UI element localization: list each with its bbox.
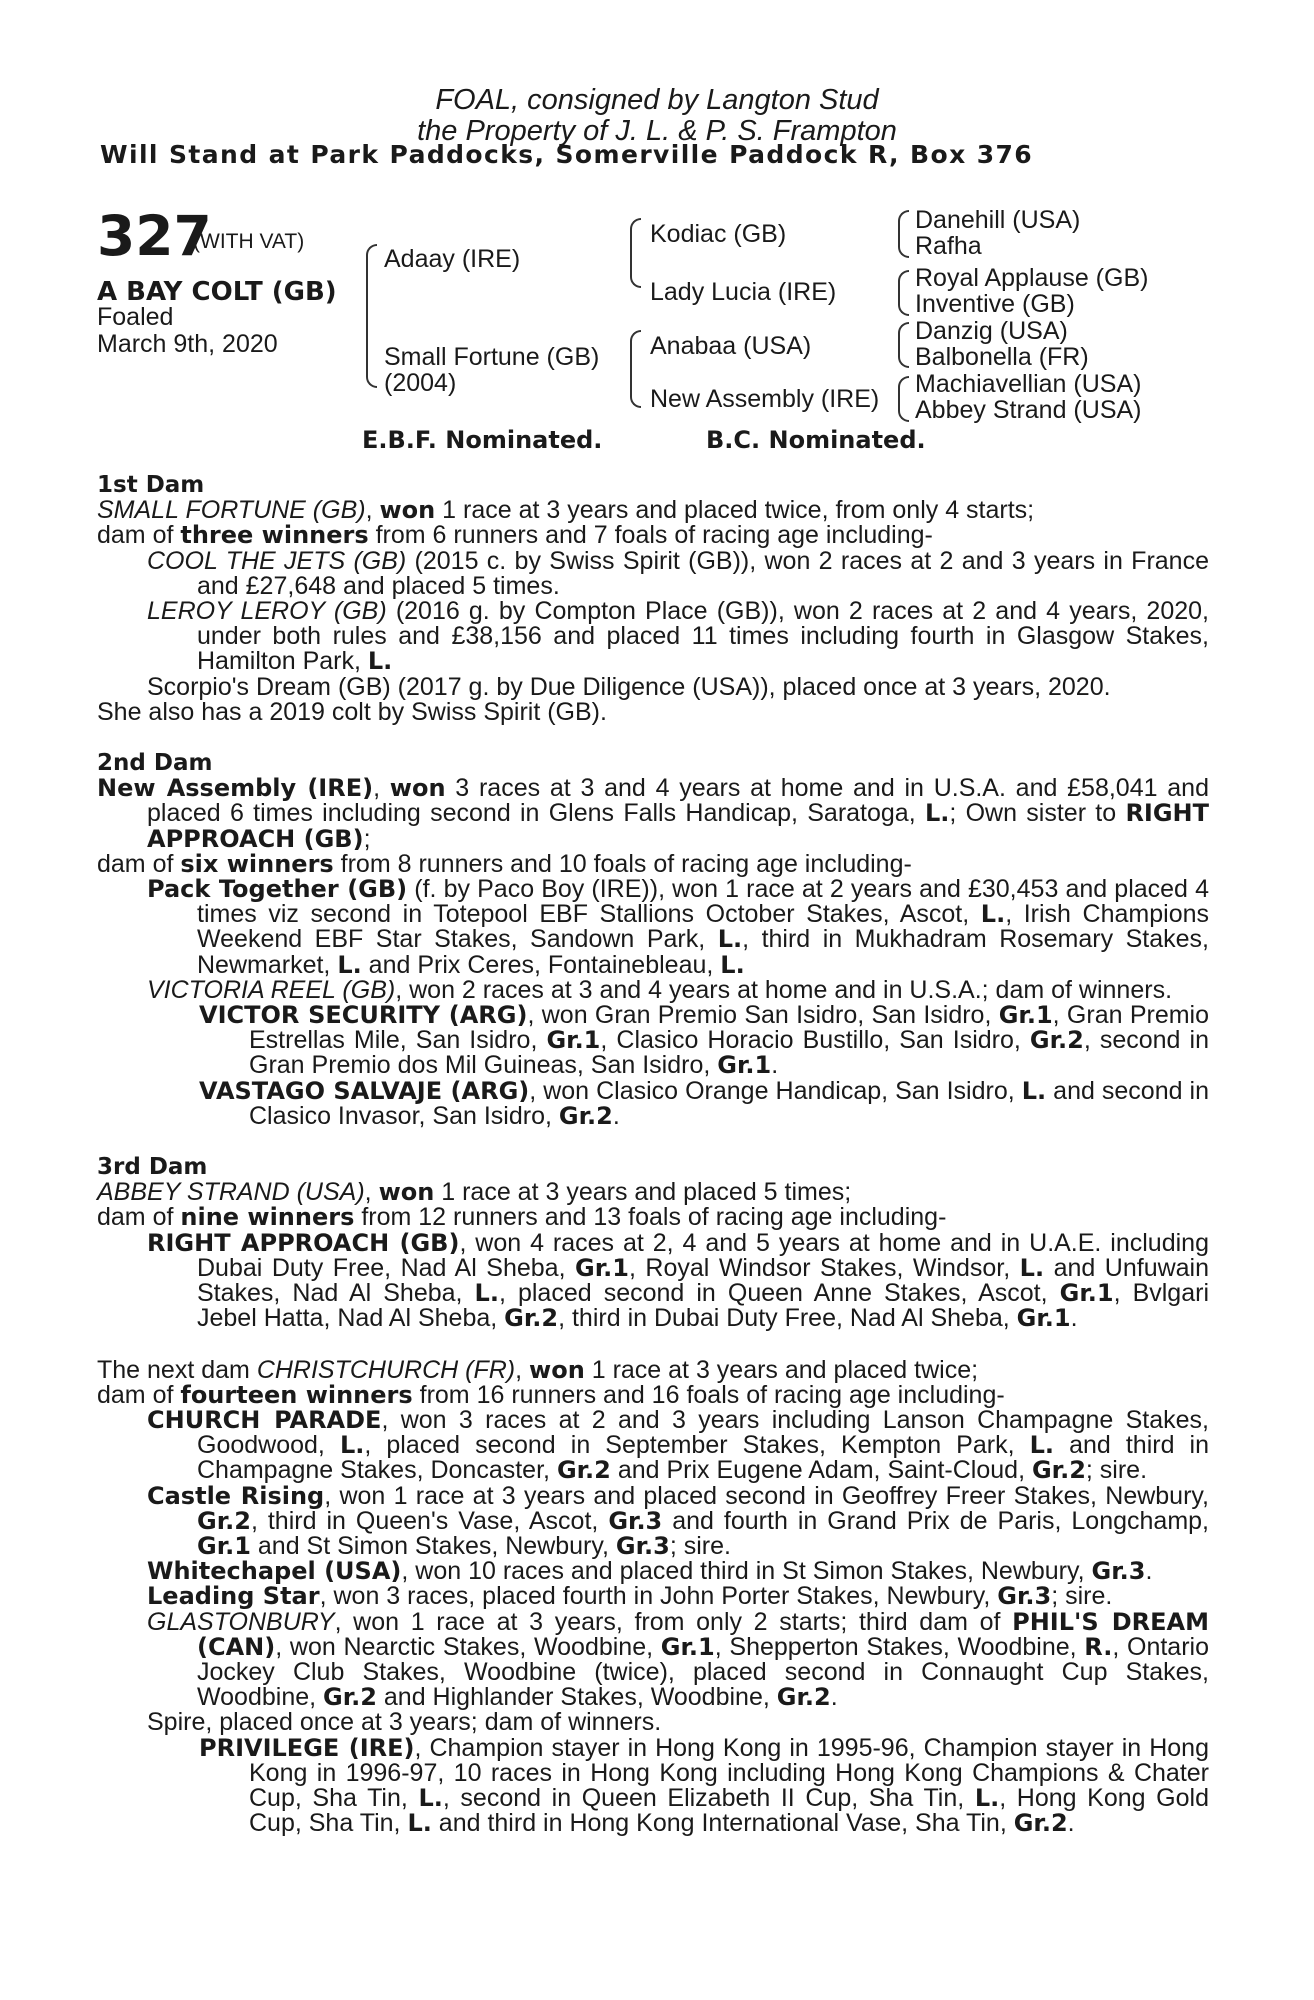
produce-entry: Leading Star, won 3 races, placed fourth in John Porter Stakes, Newbury, Gr.3; sire. — [147, 1582, 1113, 1611]
consignor-line: FOAL, consigned by Langton Stud — [435, 84, 879, 116]
grandchild-entry: VICTOR SECURITY (ARG), won Gran Premio San Isidro, San Isidro, Gr.1, Gran Premio Estrellas Mile, San Isidro, Gr.1, Clasico Horacio Bustillo, San Isidro, Gr.2, second in Gran Premio dos Mil Guineas, San Isidro, Gr.1. — [199, 1001, 1210, 1080]
first-dam-produce-summary: dam of three winners from 6 runners and 7 foals of racing age including- — [97, 521, 933, 550]
dam: Small Fortune (GB) — [384, 343, 600, 371]
dam-dam: New Assembly (IRE) — [650, 385, 880, 413]
produce-entry: CHURCH PARADE, won 3 races at 2 and 3 years including Lanson Champagne Stakes, Goodwood, L., placed second in September Stakes, Kempton Park, L. and third in Champagne Stakes, Doncaster, Gr.2 and Prix Eugene Adam, Saint-Cloud, Gr.2; sire. — [147, 1405, 1209, 1485]
dam-parents-brace — [630, 330, 641, 408]
sire-dam: Lady Lucia (IRE) — [650, 278, 837, 306]
produce-entry: COOL THE JETS (GB) (2015 c. by Swiss Spirit (GB)), won 2 races at 2 and 3 years in France and £27,648 and placed 5 times. — [147, 546, 1209, 600]
produce-entry: GLASTONBURY, won 1 race at 3 years, from only 2 starts; third dam of PHIL'S DREAM (CAN), won Nearctic Stakes, Woodbine, Gr.1, Shepperton Stakes, Woodbine, R., Ontario Jockey Club Stakes, Woodbine (twice), placed second in Connaught Cup Stakes, Woodbine, Gr.2 and Highlander Stakes, Woodbine, Gr.2. — [147, 1607, 1209, 1712]
ebf-nominated: E.B.F. Nominated. — [362, 426, 603, 454]
grandchild-entry: VASTAGO SALVAJE (ARG), won Clasico Orange Handicap, San Isidro, L. and second in Clasico Invasor, San Isidro, Gr.2. — [199, 1076, 1209, 1130]
second-dam-record: New Assembly (IRE), won 3 races at 3 and 4 years at home and in U.S.A. and £58,041 and placed 6 times including second in Glens Falls Handicap, Saratoga, L.; Own sister to RIGHT APPROACH (GB); — [97, 774, 1210, 853]
foaled-date: March 9th, 2020 — [97, 330, 278, 358]
first-dam-record: SMALL FORTUNE (GB), won 1 race at 3 years and placed twice, from only 4 starts; — [97, 496, 1035, 525]
gen3-brace-2 — [898, 270, 909, 316]
lot-number: 327 — [97, 204, 212, 268]
dam-dam-dam: Abbey Strand (USA) — [915, 396, 1142, 424]
produce-entry: Scorpio's Dream (GB) (2017 g. by Due Diligence (USA)), placed once at 3 years, 2020. — [147, 672, 1111, 701]
sire: Adaay (IRE) — [384, 245, 521, 273]
sire-dam-brace — [366, 244, 377, 388]
produce-entry: Pack Together (GB) (f. by Paco Boy (IRE)), won 1 race at 2 years and £30,453 and placed 4 times viz second in Totepool EBF Stallions October Stakes, Ascot, L., Irish Champions Weekend EBF Star Stakes, Sandown Park, L., third in Mukhadram Rosemary Stakes, Newmarket, L. and Prix Ceres, Fontainebleau, L. — [147, 875, 1209, 979]
next-dam-record: The next dam CHRISTCHURCH (FR), won 1 race at 3 years and placed twice; — [97, 1355, 979, 1384]
owner-line: the Property of J. L. & P. S. Frampton — [417, 115, 897, 147]
produce-entry: VICTORIA REEL (GB), won 2 races at 3 and 4 years at home and in U.S.A.; dam of winners. — [147, 975, 1173, 1004]
grandchild-entry: PRIVILEGE (IRE), Champion stayer in Hong Kong in 1995-96, Champion stayer in Hong Kong in 1996-97, 10 races in Hong Kong including Hong Kong Champions & Chater Cup, Sha Tin, L., second in Queen Elizabeth II Cup, Sha Tin, L., Hong Kong Gold Cup, Sha Tin, L. and third in Hong Kong International Vase, Sha Tin, Gr.2. — [199, 1733, 1209, 1838]
sire-dam-sire: Royal Applause (GB) — [915, 264, 1149, 292]
produce-entry: Castle Rising, won 1 race at 3 years and placed second in Geoffrey Freer Stakes, Newbury, Gr.2, third in Queen's Vase, Ascot, Gr.3 and fourth in Grand Prix de Paris, Longchamp, Gr.1 and St Simon Stakes, Newbury, Gr.3; sire. — [147, 1481, 1210, 1560]
gen3-brace-1 — [898, 210, 909, 258]
stand-location: Will Stand at Park Paddocks, Somerville Paddock R, Box 376 — [100, 140, 1034, 169]
sire-dam-dam: Inventive (GB) — [915, 290, 1075, 318]
first-dam-heading: 1st Dam — [97, 472, 205, 498]
lot-title: A BAY COLT (GB) — [97, 277, 337, 307]
next-dam-produce-summary: dam of fourteen winners from 16 runners and 16 foals of racing age including- — [97, 1380, 1005, 1409]
produce-entry: Whitechapel (USA), won 10 races and placed third in St Simon Stakes, Newbury, Gr.3. — [147, 1557, 1153, 1586]
sire-sire-sire: Danehill (USA) — [915, 206, 1081, 234]
gen3-brace-3 — [898, 322, 909, 368]
sire-sire: Kodiac (GB) — [650, 220, 787, 248]
third-dam-heading: 3rd Dam — [97, 1154, 208, 1181]
vat-note: (WITH VAT) — [193, 230, 305, 253]
catalogue-body — [97, 473, 1209, 1836]
dam-dam-sire: Machiavellian (USA) — [915, 370, 1142, 398]
foaled-label: Foaled — [97, 303, 174, 331]
gen3-brace-4 — [898, 376, 909, 422]
produce-entry: RIGHT APPROACH (GB), won 4 races at 2, 4 and 5 years at home and in U.A.E. including Dubai Duty Free, Nad Al Sheba, Gr.1, Royal Windsor Stakes, Windsor, L. and Unfuwain Stakes, Nad Al Sheba, L., placed second in Queen Anne Stakes, Ascot, Gr.1, Bvlgari Jebel Hatta, Nad Al Sheba, Gr.2, third in Dubai Duty Free, Nad Al Sheba, Gr.1. — [147, 1228, 1210, 1333]
sire-sire-dam: Rafha — [915, 232, 982, 260]
second-dam-heading: 2nd Dam — [97, 750, 213, 777]
sire-parents-brace — [630, 218, 641, 288]
third-dam-produce-summary: dam of nine winners from 12 runners and 13 foals of racing age including- — [97, 1203, 947, 1232]
first-dam-also: She also has a 2019 colt by Swiss Spirit (GB). — [97, 697, 607, 726]
third-dam-record: ABBEY STRAND (USA), won 1 race at 3 years and placed 5 times; — [97, 1178, 852, 1207]
bc-nominated: B.C. Nominated. — [706, 426, 926, 454]
dam-year: (2004) — [384, 369, 457, 397]
dam-sire-dam: Balbonella (FR) — [915, 343, 1089, 371]
produce-entry: Spire, placed once at 3 years; dam of winners. — [147, 1708, 662, 1737]
produce-entry: LEROY LEROY (GB) (2016 g. by Compton Place (GB)), won 2 races at 2 and 4 years, 2020, under both rules and £38,156 and placed 11 times including fourth in Glasgow Stakes, Hamilton Park, L. — [147, 597, 1209, 676]
dam-sire-sire: Danzig (USA) — [915, 317, 1068, 345]
second-dam-produce-summary: dam of six winners from 8 runners and 10 foals of racing age including- — [97, 849, 912, 878]
dam-sire: Anabaa (USA) — [650, 332, 812, 360]
